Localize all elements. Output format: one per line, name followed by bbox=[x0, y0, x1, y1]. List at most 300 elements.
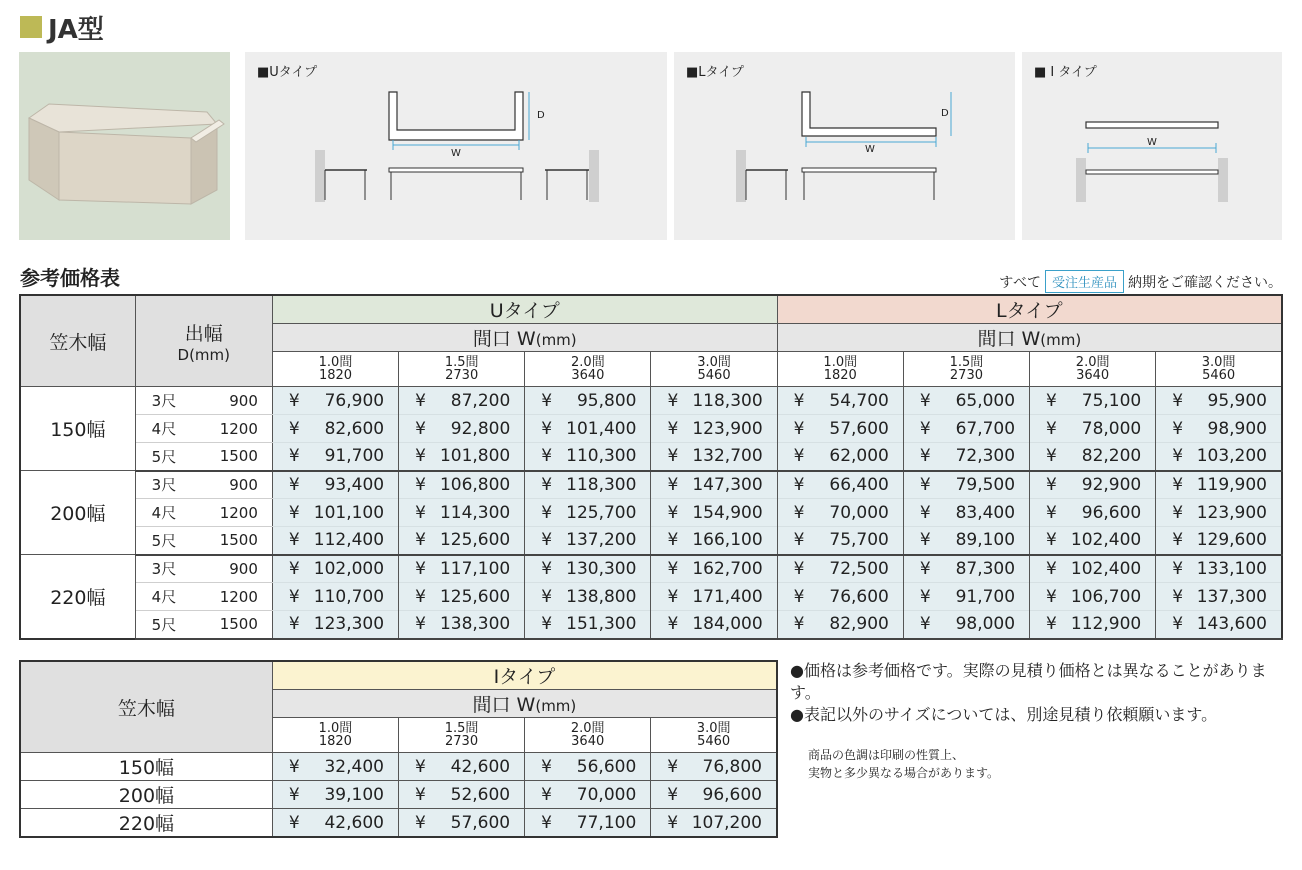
price-cell bbox=[525, 415, 651, 443]
kasagi-width-cell: 220幅 bbox=[20, 555, 135, 639]
price-value: 62,000 bbox=[829, 446, 889, 467]
section-title: 参考価格表 bbox=[20, 266, 120, 290]
i-table-body bbox=[20, 753, 777, 838]
yen-sign: ¥ bbox=[541, 390, 553, 411]
shaku-cell: 4尺 bbox=[135, 415, 200, 443]
price-cell bbox=[777, 555, 903, 583]
price-value: 52,600 bbox=[450, 784, 511, 805]
price-cell bbox=[272, 443, 398, 471]
price-cell bbox=[1030, 415, 1156, 443]
price-cell bbox=[525, 471, 651, 499]
yen-sign: ¥ bbox=[415, 614, 426, 635]
yen-sign: ¥ bbox=[541, 586, 553, 607]
price-value: 137,200 bbox=[566, 530, 637, 551]
note-suffix: 納期をご確認ください。 bbox=[1128, 274, 1282, 291]
yen-sign: ¥ bbox=[1046, 614, 1057, 635]
u-type-drawing bbox=[245, 52, 667, 240]
page-title: JA型 bbox=[48, 14, 104, 45]
yen-sign: ¥ bbox=[919, 418, 931, 439]
yen-sign: ¥ bbox=[288, 390, 300, 411]
price-cell bbox=[525, 443, 651, 471]
price-value: 54,700 bbox=[829, 390, 889, 411]
yen-sign: ¥ bbox=[541, 784, 552, 805]
table-row bbox=[20, 527, 1282, 555]
price-value: 151,300 bbox=[566, 614, 637, 635]
shaku-cell: 3尺 bbox=[135, 387, 200, 415]
price-value: 184,000 bbox=[692, 614, 763, 635]
i-type-label: ■ I タイプ bbox=[1034, 65, 1097, 80]
l-type-drawing bbox=[674, 52, 1015, 240]
price-value: 93,400 bbox=[324, 474, 385, 495]
price-cell bbox=[272, 387, 398, 415]
price-value: 123,900 bbox=[1196, 502, 1267, 523]
table-row bbox=[20, 611, 1282, 639]
note-line-2: ●表記以外のサイズについては、別途見積り依頼願います。 bbox=[790, 705, 1218, 724]
shaku-cell: 3尺 bbox=[135, 555, 200, 583]
price-cell bbox=[903, 471, 1029, 499]
l-maguchi-header bbox=[777, 324, 1282, 352]
yen-sign: ¥ bbox=[667, 614, 679, 635]
price-cell bbox=[525, 387, 651, 415]
shaku-cell: 5尺 bbox=[135, 443, 200, 471]
u-maguchi-unit: (mm) bbox=[535, 331, 577, 349]
yen-sign: ¥ bbox=[1046, 390, 1057, 411]
price-value: 75,100 bbox=[1081, 390, 1142, 411]
u-maguchi-header bbox=[272, 324, 777, 352]
depth-cell: 1200 bbox=[200, 415, 272, 443]
price-value: 133,100 bbox=[1196, 558, 1267, 579]
price-value: 132,700 bbox=[692, 446, 763, 467]
price-value: 82,200 bbox=[1081, 446, 1142, 467]
price-value: 98,000 bbox=[955, 614, 1016, 635]
yen-sign: ¥ bbox=[415, 586, 426, 607]
depth-cell: 1200 bbox=[200, 583, 272, 611]
yen-sign: ¥ bbox=[1172, 390, 1184, 411]
yen-sign: ¥ bbox=[541, 812, 552, 833]
price-value: 95,900 bbox=[1207, 390, 1267, 411]
yen-sign: ¥ bbox=[288, 784, 300, 805]
price-cell bbox=[272, 809, 398, 838]
price-cell bbox=[1156, 583, 1282, 611]
yen-sign: ¥ bbox=[793, 418, 805, 439]
yen-sign: ¥ bbox=[667, 812, 679, 833]
price-cell bbox=[651, 583, 777, 611]
l-maguchi-label: 間口 W bbox=[977, 328, 1041, 350]
price-value: 123,900 bbox=[692, 418, 763, 439]
price-value: 101,400 bbox=[566, 418, 637, 439]
depth-cell: 900 bbox=[200, 471, 272, 499]
yen-sign: ¥ bbox=[919, 614, 931, 635]
price-value: 92,800 bbox=[450, 418, 511, 439]
price-cell bbox=[525, 583, 651, 611]
yen-sign: ¥ bbox=[288, 418, 300, 439]
price-cell bbox=[1156, 499, 1282, 527]
price-cell bbox=[272, 471, 398, 499]
price-value: 82,600 bbox=[324, 418, 385, 439]
price-value: 57,600 bbox=[450, 812, 511, 833]
price-cell bbox=[525, 809, 651, 838]
price-cell bbox=[525, 753, 651, 781]
price-cell bbox=[903, 499, 1029, 527]
price-value: 110,300 bbox=[566, 446, 637, 467]
i-maguchi-label: 間口 W bbox=[472, 694, 536, 716]
color-disclaimer-2: 実物と多少異なる場合があります。 bbox=[808, 766, 1000, 780]
price-cell bbox=[1156, 471, 1282, 499]
l-dim-d: D bbox=[941, 108, 949, 119]
size-header: 1.5間 2730 bbox=[398, 718, 524, 753]
i-maguchi-header bbox=[272, 690, 777, 718]
counter-illustration bbox=[19, 52, 230, 240]
size-header: 1.0間 1820 bbox=[777, 352, 903, 387]
yen-sign: ¥ bbox=[415, 502, 426, 523]
yen-sign: ¥ bbox=[414, 756, 426, 777]
price-cell bbox=[1030, 471, 1156, 499]
yen-sign: ¥ bbox=[288, 614, 300, 635]
table-row bbox=[20, 555, 1282, 583]
shaku-cell: 5尺 bbox=[135, 611, 200, 639]
price-cell bbox=[1156, 611, 1282, 639]
depth-cell: 1500 bbox=[200, 611, 272, 639]
price-cell bbox=[1030, 443, 1156, 471]
price-cell bbox=[272, 499, 398, 527]
price-cell bbox=[272, 415, 398, 443]
price-value: 72,500 bbox=[829, 558, 889, 579]
kasagi-width-cell: 150幅 bbox=[20, 387, 135, 471]
yen-sign: ¥ bbox=[1046, 418, 1057, 439]
price-cell bbox=[399, 387, 525, 415]
price-value: 76,600 bbox=[829, 586, 889, 607]
yen-sign: ¥ bbox=[415, 530, 426, 551]
size-header: 3.0間 5460 bbox=[1156, 352, 1282, 387]
price-cell bbox=[903, 555, 1029, 583]
price-cell bbox=[398, 753, 524, 781]
u-dim-d: D bbox=[537, 110, 545, 121]
yen-sign: ¥ bbox=[288, 756, 300, 777]
i-type-header: Iタイプ bbox=[272, 661, 777, 690]
price-cell bbox=[651, 527, 777, 555]
yen-sign: ¥ bbox=[415, 446, 426, 467]
price-value: 118,300 bbox=[692, 390, 763, 411]
price-cell bbox=[1156, 443, 1282, 471]
price-cell bbox=[651, 781, 777, 809]
price-value: 171,400 bbox=[692, 586, 763, 607]
yen-sign: ¥ bbox=[414, 812, 426, 833]
yen-sign: ¥ bbox=[793, 614, 805, 635]
price-cell bbox=[903, 583, 1029, 611]
price-value: 92,900 bbox=[1081, 474, 1142, 495]
kasagi-width-cell: 220幅 bbox=[20, 809, 272, 838]
l-type-label: ■Lタイプ bbox=[686, 65, 744, 80]
table-row bbox=[20, 781, 777, 809]
price-cell bbox=[525, 527, 651, 555]
made-to-order-badge: 受注生産品 bbox=[1045, 270, 1124, 293]
price-cell bbox=[399, 555, 525, 583]
price-value: 106,700 bbox=[1070, 586, 1142, 607]
price-value: 87,200 bbox=[450, 390, 511, 411]
yen-sign: ¥ bbox=[541, 502, 553, 523]
yen-sign: ¥ bbox=[415, 474, 426, 495]
yen-sign: ¥ bbox=[541, 474, 553, 495]
price-cell bbox=[651, 809, 777, 838]
yen-sign: ¥ bbox=[667, 756, 679, 777]
yen-sign: ¥ bbox=[919, 474, 931, 495]
l-dim-w: W bbox=[865, 144, 875, 155]
table-row bbox=[20, 753, 777, 781]
price-cell bbox=[651, 555, 777, 583]
price-value: 39,100 bbox=[324, 784, 384, 805]
yen-sign: ¥ bbox=[288, 502, 300, 523]
yen-sign: ¥ bbox=[1172, 586, 1184, 607]
i-type-drawing bbox=[1022, 52, 1282, 240]
yen-sign: ¥ bbox=[919, 502, 931, 523]
price-cell bbox=[903, 443, 1029, 471]
price-value: 154,900 bbox=[692, 502, 763, 523]
price-value: 70,000 bbox=[829, 502, 889, 523]
yen-sign: ¥ bbox=[1172, 474, 1184, 495]
yen-sign: ¥ bbox=[667, 586, 679, 607]
price-cell bbox=[398, 781, 524, 809]
dehaba-header bbox=[135, 295, 272, 387]
yen-sign: ¥ bbox=[667, 558, 679, 579]
yen-sign: ¥ bbox=[541, 756, 552, 777]
depth-cell: 1500 bbox=[200, 527, 272, 555]
price-value: 117,100 bbox=[439, 558, 511, 579]
yen-sign: ¥ bbox=[1172, 446, 1184, 467]
price-value: 147,300 bbox=[692, 474, 763, 495]
size-header: 2.0間 3640 bbox=[525, 718, 651, 753]
note-prefix: すべて bbox=[999, 274, 1041, 291]
yen-sign: ¥ bbox=[288, 586, 300, 607]
yen-sign: ¥ bbox=[919, 586, 931, 607]
price-value: 57,600 bbox=[829, 418, 889, 439]
price-value: 72,300 bbox=[955, 446, 1016, 467]
u-maguchi-label: 間口 W bbox=[472, 328, 536, 350]
price-value: 76,800 bbox=[702, 756, 762, 777]
yen-sign: ¥ bbox=[793, 474, 805, 495]
yen-sign: ¥ bbox=[415, 418, 426, 439]
yen-sign: ¥ bbox=[1172, 614, 1184, 635]
price-cell bbox=[398, 809, 524, 838]
price-value: 123,300 bbox=[313, 614, 385, 635]
yen-sign: ¥ bbox=[288, 530, 300, 551]
u-type-diagram bbox=[245, 52, 667, 240]
depth-cell: 1500 bbox=[200, 443, 272, 471]
yen-sign: ¥ bbox=[1172, 530, 1184, 551]
price-value: 56,600 bbox=[576, 756, 637, 777]
price-value: 106,800 bbox=[439, 474, 511, 495]
price-value: 75,700 bbox=[829, 530, 889, 551]
price-value: 166,100 bbox=[692, 530, 763, 551]
yen-sign: ¥ bbox=[667, 502, 679, 523]
u-type-header: Uタイプ bbox=[272, 295, 777, 324]
price-value: 89,100 bbox=[955, 530, 1016, 551]
price-value: 77,100 bbox=[576, 812, 637, 833]
table-row bbox=[20, 499, 1282, 527]
yen-sign: ¥ bbox=[1046, 530, 1057, 551]
price-cell bbox=[651, 471, 777, 499]
price-cell bbox=[777, 611, 903, 639]
yen-sign: ¥ bbox=[288, 558, 300, 579]
price-cell bbox=[399, 583, 525, 611]
shaku-cell: 5尺 bbox=[135, 527, 200, 555]
price-value: 101,100 bbox=[313, 502, 385, 523]
price-cell bbox=[777, 471, 903, 499]
price-value: 32,400 bbox=[324, 756, 384, 777]
note-line-1: ●価格は参考価格です。実際の見積り価格とは異なることがあります。 bbox=[790, 661, 1267, 702]
price-value: 95,800 bbox=[576, 390, 637, 411]
kasagi-width-cell: 200幅 bbox=[20, 781, 272, 809]
price-value: 78,000 bbox=[1081, 418, 1142, 439]
price-cell bbox=[399, 471, 525, 499]
price-value: 143,600 bbox=[1196, 614, 1267, 635]
price-cell bbox=[525, 781, 651, 809]
price-value: 87,300 bbox=[955, 558, 1016, 579]
price-cell bbox=[272, 527, 398, 555]
price-cell bbox=[525, 499, 651, 527]
yen-sign: ¥ bbox=[919, 446, 931, 467]
size-header: 2.0間 3640 bbox=[525, 352, 651, 387]
price-cell bbox=[651, 753, 777, 781]
price-value: 67,700 bbox=[955, 418, 1016, 439]
yen-sign: ¥ bbox=[793, 390, 805, 411]
price-cell bbox=[1030, 527, 1156, 555]
table-row bbox=[20, 415, 1282, 443]
price-value: 79,500 bbox=[955, 474, 1016, 495]
yen-sign: ¥ bbox=[414, 784, 426, 805]
yen-sign: ¥ bbox=[288, 812, 300, 833]
price-cell bbox=[399, 499, 525, 527]
price-cell bbox=[525, 555, 651, 583]
price-value: 138,300 bbox=[439, 614, 511, 635]
price-cell bbox=[272, 555, 398, 583]
price-cell bbox=[272, 753, 398, 781]
price-value: 83,400 bbox=[955, 502, 1016, 523]
price-value: 118,300 bbox=[566, 474, 637, 495]
yen-sign: ¥ bbox=[1046, 558, 1057, 579]
price-value: 138,800 bbox=[566, 586, 637, 607]
yen-sign: ¥ bbox=[1046, 502, 1057, 523]
color-disclaimer-1: 商品の色調は印刷の性質上、 bbox=[808, 748, 965, 762]
l-maguchi-unit: (mm) bbox=[1040, 331, 1082, 349]
price-value: 91,700 bbox=[324, 446, 385, 467]
price-value: 82,900 bbox=[829, 614, 889, 635]
yen-sign: ¥ bbox=[1172, 502, 1184, 523]
notes bbox=[790, 660, 1290, 782]
table-row bbox=[20, 583, 1282, 611]
price-table-ul bbox=[19, 294, 1283, 640]
i-type-diagram bbox=[1022, 52, 1282, 240]
price-value: 102,400 bbox=[1070, 558, 1142, 579]
price-cell bbox=[1030, 611, 1156, 639]
dehaba-unit: D(mm) bbox=[177, 345, 231, 364]
dehaba-label: 出幅 bbox=[184, 322, 223, 345]
yen-sign: ¥ bbox=[541, 418, 553, 439]
price-value: 107,200 bbox=[691, 812, 762, 833]
price-value: 119,900 bbox=[1196, 474, 1267, 495]
u-type-label: ■Uタイプ bbox=[257, 65, 318, 80]
price-value: 96,600 bbox=[1081, 502, 1142, 523]
yen-sign: ¥ bbox=[667, 530, 679, 551]
price-value: 129,600 bbox=[1196, 530, 1267, 551]
yen-sign: ¥ bbox=[541, 614, 553, 635]
price-cell bbox=[1156, 415, 1282, 443]
size-header: 1.0間 1820 bbox=[272, 718, 398, 753]
yen-sign: ¥ bbox=[793, 586, 805, 607]
price-value: 96,600 bbox=[702, 784, 762, 805]
price-cell bbox=[1156, 555, 1282, 583]
price-cell bbox=[651, 611, 777, 639]
yen-sign: ¥ bbox=[793, 502, 805, 523]
yen-sign: ¥ bbox=[541, 446, 553, 467]
yen-sign: ¥ bbox=[415, 390, 426, 411]
price-cell bbox=[777, 415, 903, 443]
size-header: 3.0間 5460 bbox=[651, 718, 777, 753]
price-value: 125,700 bbox=[566, 502, 637, 523]
yen-sign: ¥ bbox=[288, 446, 300, 467]
shaku-cell: 4尺 bbox=[135, 583, 200, 611]
yen-sign: ¥ bbox=[667, 784, 679, 805]
price-cell bbox=[777, 387, 903, 415]
order-note bbox=[999, 270, 1282, 293]
size-header: 2.0間 3640 bbox=[1030, 352, 1156, 387]
yen-sign: ¥ bbox=[541, 558, 553, 579]
yen-sign: ¥ bbox=[919, 558, 931, 579]
price-cell bbox=[525, 611, 651, 639]
price-value: 112,900 bbox=[1070, 614, 1142, 635]
price-value: 112,400 bbox=[313, 530, 385, 551]
table-row bbox=[20, 443, 1282, 471]
price-cell bbox=[1030, 555, 1156, 583]
yen-sign: ¥ bbox=[541, 530, 553, 551]
price-cell bbox=[903, 415, 1029, 443]
price-cell bbox=[777, 443, 903, 471]
price-cell bbox=[1030, 387, 1156, 415]
price-value: 137,300 bbox=[1196, 586, 1267, 607]
price-value: 102,000 bbox=[313, 558, 385, 579]
price-value: 65,000 bbox=[955, 390, 1016, 411]
depth-cell: 1200 bbox=[200, 499, 272, 527]
price-cell bbox=[777, 499, 903, 527]
price-cell bbox=[399, 527, 525, 555]
yen-sign: ¥ bbox=[1172, 558, 1184, 579]
i-dim-w: W bbox=[1147, 137, 1157, 148]
table-row bbox=[20, 471, 1282, 499]
yen-sign: ¥ bbox=[667, 390, 679, 411]
price-value: 125,600 bbox=[439, 586, 511, 607]
shaku-cell: 4尺 bbox=[135, 499, 200, 527]
i-kasagi-header: 笠木幅 bbox=[20, 661, 272, 753]
price-value: 101,800 bbox=[439, 446, 511, 467]
size-header: 1.5間 2730 bbox=[399, 352, 525, 387]
i-maguchi-unit: (mm) bbox=[535, 697, 577, 715]
price-value: 66,400 bbox=[829, 474, 889, 495]
yen-sign: ¥ bbox=[667, 418, 679, 439]
size-header: 1.0間 1820 bbox=[272, 352, 398, 387]
price-value: 98,900 bbox=[1207, 418, 1267, 439]
price-value: 114,300 bbox=[439, 502, 511, 523]
price-value: 76,900 bbox=[324, 390, 385, 411]
yen-sign: ¥ bbox=[1046, 586, 1057, 607]
price-value: 42,600 bbox=[450, 756, 511, 777]
price-value: 110,700 bbox=[313, 586, 385, 607]
price-cell bbox=[777, 583, 903, 611]
price-value: 102,400 bbox=[1070, 530, 1142, 551]
price-cell bbox=[272, 781, 398, 809]
price-cell bbox=[1030, 499, 1156, 527]
price-cell bbox=[903, 387, 1029, 415]
yen-sign: ¥ bbox=[793, 446, 805, 467]
price-cell bbox=[1156, 527, 1282, 555]
